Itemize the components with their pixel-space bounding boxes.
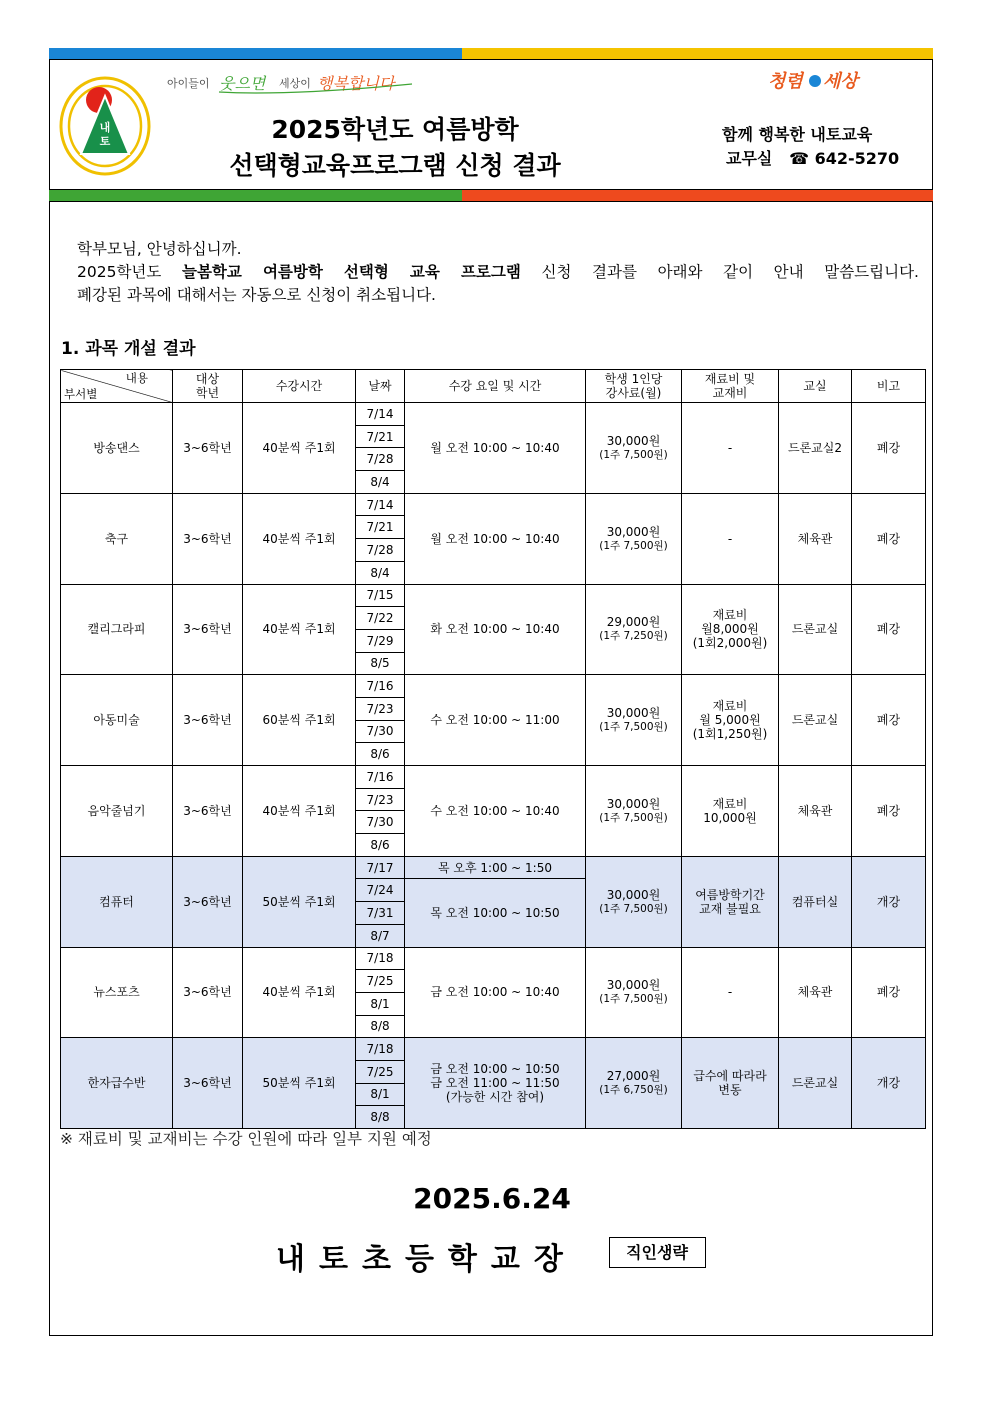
course-fee xyxy=(586,766,682,857)
course-fee xyxy=(586,493,682,584)
course-schedule: 수 오전 10:00 ~ 11:00 xyxy=(405,675,586,766)
course-date: 7/21 xyxy=(356,516,405,539)
svg-text:직인생략: 직인생략 xyxy=(626,1243,688,1262)
svg-text:청렴: 청렴 xyxy=(768,71,803,92)
course-date: 8/4 xyxy=(356,561,405,584)
fee-amount: 30,000원 xyxy=(606,978,661,993)
issue-date: 2025.6.24 xyxy=(413,1182,571,1215)
course-material: 재료비 월 5,000원 (1회1,250원) xyxy=(682,675,779,766)
course-name: 뉴스포츠 xyxy=(61,947,173,1038)
course-duration: 40분씩 주1회 xyxy=(243,766,356,857)
school-logo xyxy=(59,76,151,176)
fee-weekly: (1주 7,500원) xyxy=(599,721,668,734)
course-grade: 3~6학년 xyxy=(173,584,243,675)
fee-amount: 27,000원 xyxy=(606,1069,661,1084)
table-row xyxy=(61,403,926,426)
course-duration: 40분씩 주1회 xyxy=(243,584,356,675)
course-schedule: 목 오후 1:00 ~ 1:50 xyxy=(405,856,586,879)
course-fee xyxy=(586,675,682,766)
course-material: 급수에 따라라 변동 xyxy=(682,1038,779,1129)
top-rule xyxy=(49,59,933,60)
course-duration: 50분씩 주1회 xyxy=(243,856,356,947)
course-material: 재료비 10,000원 xyxy=(682,766,779,857)
course-date: 8/4 xyxy=(356,471,405,494)
course-date: 8/6 xyxy=(356,743,405,766)
phone-number: 642-5270 xyxy=(814,149,900,168)
fee-weekly: (1주 7,500원) xyxy=(599,993,668,1006)
header-fee: 학생 1인당 강사료(월) xyxy=(586,370,682,403)
course-schedule: 월 오전 10:00 ~ 10:40 xyxy=(405,403,586,494)
header-room: 교실 xyxy=(779,370,852,403)
svg-text:토: 토 xyxy=(99,135,111,148)
table-row xyxy=(61,584,926,607)
top-bar-blue xyxy=(49,48,462,59)
course-grade: 3~6학년 xyxy=(173,947,243,1038)
course-grade: 3~6학년 xyxy=(173,493,243,584)
course-fee xyxy=(586,1038,682,1129)
slogan-right xyxy=(768,66,868,99)
motto: 함께 행복한 내토교육 xyxy=(722,125,873,144)
course-name: 음악줄넘기 xyxy=(61,766,173,857)
header-schedule: 수강 요일 및 시간 xyxy=(405,370,586,403)
svg-text:세상: 세상 xyxy=(823,71,858,92)
course-date: 7/29 xyxy=(356,629,405,652)
header-dates: 날짜 xyxy=(356,370,405,403)
header-duration: 수강시간 xyxy=(243,370,356,403)
course-material: - xyxy=(682,493,779,584)
greeting-line2-bold: 늘봄학교 여름방학 선택형 교육 프로그램 xyxy=(181,263,521,281)
course-schedule: 금 오전 10:00 ~ 10:50 금 오전 11:00 ~ 11:50 (가능한 시간 참여) xyxy=(405,1038,586,1129)
section-title: 1. 과목 개설 결과 xyxy=(61,339,196,359)
course-status: 폐강 xyxy=(852,493,926,584)
table-row xyxy=(61,947,926,970)
course-material: 재료비 월8,000원 (1회2,000원) xyxy=(682,584,779,675)
course-name: 캘리그라피 xyxy=(61,584,173,675)
course-date: 8/5 xyxy=(356,652,405,675)
course-date: 7/28 xyxy=(356,448,405,471)
course-duration: 50분씩 주1회 xyxy=(243,1038,356,1129)
course-status: 폐강 xyxy=(852,675,926,766)
fee-amount: 30,000원 xyxy=(606,796,661,811)
course-date: 7/24 xyxy=(356,879,405,902)
fee-amount: 30,000원 xyxy=(606,524,661,539)
course-date: 7/14 xyxy=(356,403,405,426)
top-bar-yellow xyxy=(462,48,933,59)
svg-text:아이들이: 아이들이 xyxy=(167,77,210,90)
course-date: 7/16 xyxy=(356,766,405,789)
fee-weekly: (1주 7,500원) xyxy=(599,902,668,915)
course-status: 폐강 xyxy=(852,403,926,494)
office-label: 교무실 xyxy=(726,149,773,168)
greeting-line1: 학부모님, 안녕하십니까. xyxy=(77,240,242,258)
course-schedule: 월 오전 10:00 ~ 10:40 xyxy=(405,493,586,584)
course-date: 7/16 xyxy=(356,675,405,698)
header-department: 부서별 xyxy=(64,387,98,401)
table-row xyxy=(61,1038,926,1061)
course-name: 축구 xyxy=(61,493,173,584)
course-room: 체육관 xyxy=(779,766,852,857)
fee-amount: 30,000원 xyxy=(606,706,661,721)
greeting-line3: 폐강된 과목에 대해서는 자동으로 신청이 취소됩니다. xyxy=(77,286,436,304)
course-date: 8/1 xyxy=(356,1083,405,1106)
course-fee xyxy=(586,856,682,947)
page-title-line1: 2025학년도 여름방학 xyxy=(271,115,519,144)
course-room: 드론교실2 xyxy=(779,403,852,494)
course-name: 방송댄스 xyxy=(61,403,173,494)
table-row xyxy=(61,493,926,516)
course-grade: 3~6학년 xyxy=(173,675,243,766)
fee-weekly: (1주 7,500원) xyxy=(599,539,668,552)
course-fee xyxy=(586,403,682,494)
course-material: - xyxy=(682,947,779,1038)
course-status: 개강 xyxy=(852,856,926,947)
fee-weekly: (1주 7,250원) xyxy=(599,630,668,643)
greeting-line2 xyxy=(77,260,919,282)
course-date: 7/31 xyxy=(356,902,405,925)
course-duration: 60분씩 주1회 xyxy=(243,675,356,766)
table-row xyxy=(61,675,926,698)
course-grade: 3~6학년 xyxy=(173,766,243,857)
course-fee xyxy=(586,584,682,675)
fee-amount: 30,000원 xyxy=(606,433,661,448)
course-material: - xyxy=(682,403,779,494)
header-diagonal xyxy=(61,370,173,403)
course-date: 7/21 xyxy=(356,425,405,448)
course-date: 7/23 xyxy=(356,697,405,720)
course-date: 7/18 xyxy=(356,1038,405,1061)
fee-weekly: (1주 7,500원) xyxy=(599,448,668,461)
program-table xyxy=(60,369,926,1129)
course-date: 7/15 xyxy=(356,584,405,607)
seal-omitted-stamp xyxy=(609,1237,706,1268)
course-schedule: 수 오전 10:00 ~ 10:40 xyxy=(405,766,586,857)
bottom-bar-green xyxy=(49,190,462,201)
greeting-line2-pre: 2025학년도 xyxy=(77,263,182,281)
course-room: 체육관 xyxy=(779,947,852,1038)
svg-text:웃으면: 웃으면 xyxy=(219,74,266,93)
course-duration: 40분씩 주1회 xyxy=(243,493,356,584)
course-date: 8/6 xyxy=(356,834,405,857)
course-room: 드론교실 xyxy=(779,584,852,675)
course-room: 컴퓨터실 xyxy=(779,856,852,947)
table-row xyxy=(61,766,926,789)
svg-text:내: 내 xyxy=(99,121,111,134)
contact-phone xyxy=(726,146,899,169)
course-date: 7/14 xyxy=(356,493,405,516)
course-date: 8/7 xyxy=(356,924,405,947)
course-status: 폐강 xyxy=(852,766,926,857)
svg-text:행복합니다: 행복합니다 xyxy=(317,74,395,93)
course-date: 7/28 xyxy=(356,539,405,562)
course-duration: 40분씩 주1회 xyxy=(243,403,356,494)
fee-amount: 29,000원 xyxy=(606,615,661,630)
fee-amount: 30,000원 xyxy=(606,887,661,902)
course-status: 개강 xyxy=(852,1038,926,1129)
course-date: 8/1 xyxy=(356,992,405,1015)
course-date: 7/25 xyxy=(356,1060,405,1083)
fee-weekly: (1주 6,750원) xyxy=(599,1084,668,1097)
course-date: 7/18 xyxy=(356,947,405,970)
page-title-line2: 선택형교육프로그램 신청 결과 xyxy=(229,151,561,180)
course-room: 체육관 xyxy=(779,493,852,584)
course-date: 7/22 xyxy=(356,607,405,630)
course-duration: 40분씩 주1회 xyxy=(243,947,356,1038)
bottom-bar-orange xyxy=(462,190,933,201)
principal-signature: 내토초등학교장 xyxy=(276,1242,577,1277)
course-fee xyxy=(586,947,682,1038)
header-note: 비고 xyxy=(852,370,926,403)
phone-icon: ☎ xyxy=(789,149,810,168)
header-content: 내용 xyxy=(125,371,148,385)
course-grade: 3~6학년 xyxy=(173,1038,243,1129)
header-grade: 대상 학년 xyxy=(173,370,243,403)
course-room: 드론교실 xyxy=(779,675,852,766)
course-date: 7/30 xyxy=(356,811,405,834)
course-status: 폐강 xyxy=(852,947,926,1038)
course-room: 드론교실 xyxy=(779,1038,852,1129)
course-name: 한자급수반 xyxy=(61,1038,173,1129)
course-date: 7/30 xyxy=(356,720,405,743)
greeting-line2-post: 신청 결과를 아래와 같이 안내 말씀드립니다. xyxy=(520,263,919,281)
course-grade: 3~6학년 xyxy=(173,403,243,494)
course-grade: 3~6학년 xyxy=(173,856,243,947)
table-row xyxy=(61,856,926,879)
svg-text:세상이: 세상이 xyxy=(279,77,311,90)
course-status: 폐강 xyxy=(852,584,926,675)
course-date: 8/8 xyxy=(356,1106,405,1129)
fee-weekly: (1주 7,500원) xyxy=(599,811,668,824)
course-name: 컴퓨터 xyxy=(61,856,173,947)
header-underline xyxy=(49,201,933,202)
course-material: 여름방학기간 교재 불필요 xyxy=(682,856,779,947)
course-schedule: 금 오전 10:00 ~ 10:40 xyxy=(405,947,586,1038)
header-material: 재료비 및 교재비 xyxy=(682,370,779,403)
course-date: 8/8 xyxy=(356,1015,405,1038)
course-schedule: 화 오전 10:00 ~ 10:40 xyxy=(405,584,586,675)
course-schedule: 목 오전 10:00 ~ 10:50 xyxy=(405,879,586,947)
course-date: 7/17 xyxy=(356,856,405,879)
course-date: 7/23 xyxy=(356,788,405,811)
course-date: 7/25 xyxy=(356,970,405,993)
course-name: 아동미술 xyxy=(61,675,173,766)
footnote: ※ 재료비 및 교재비는 수강 인원에 따라 일부 지원 예정 xyxy=(60,1130,432,1148)
slogan-left xyxy=(167,70,417,99)
